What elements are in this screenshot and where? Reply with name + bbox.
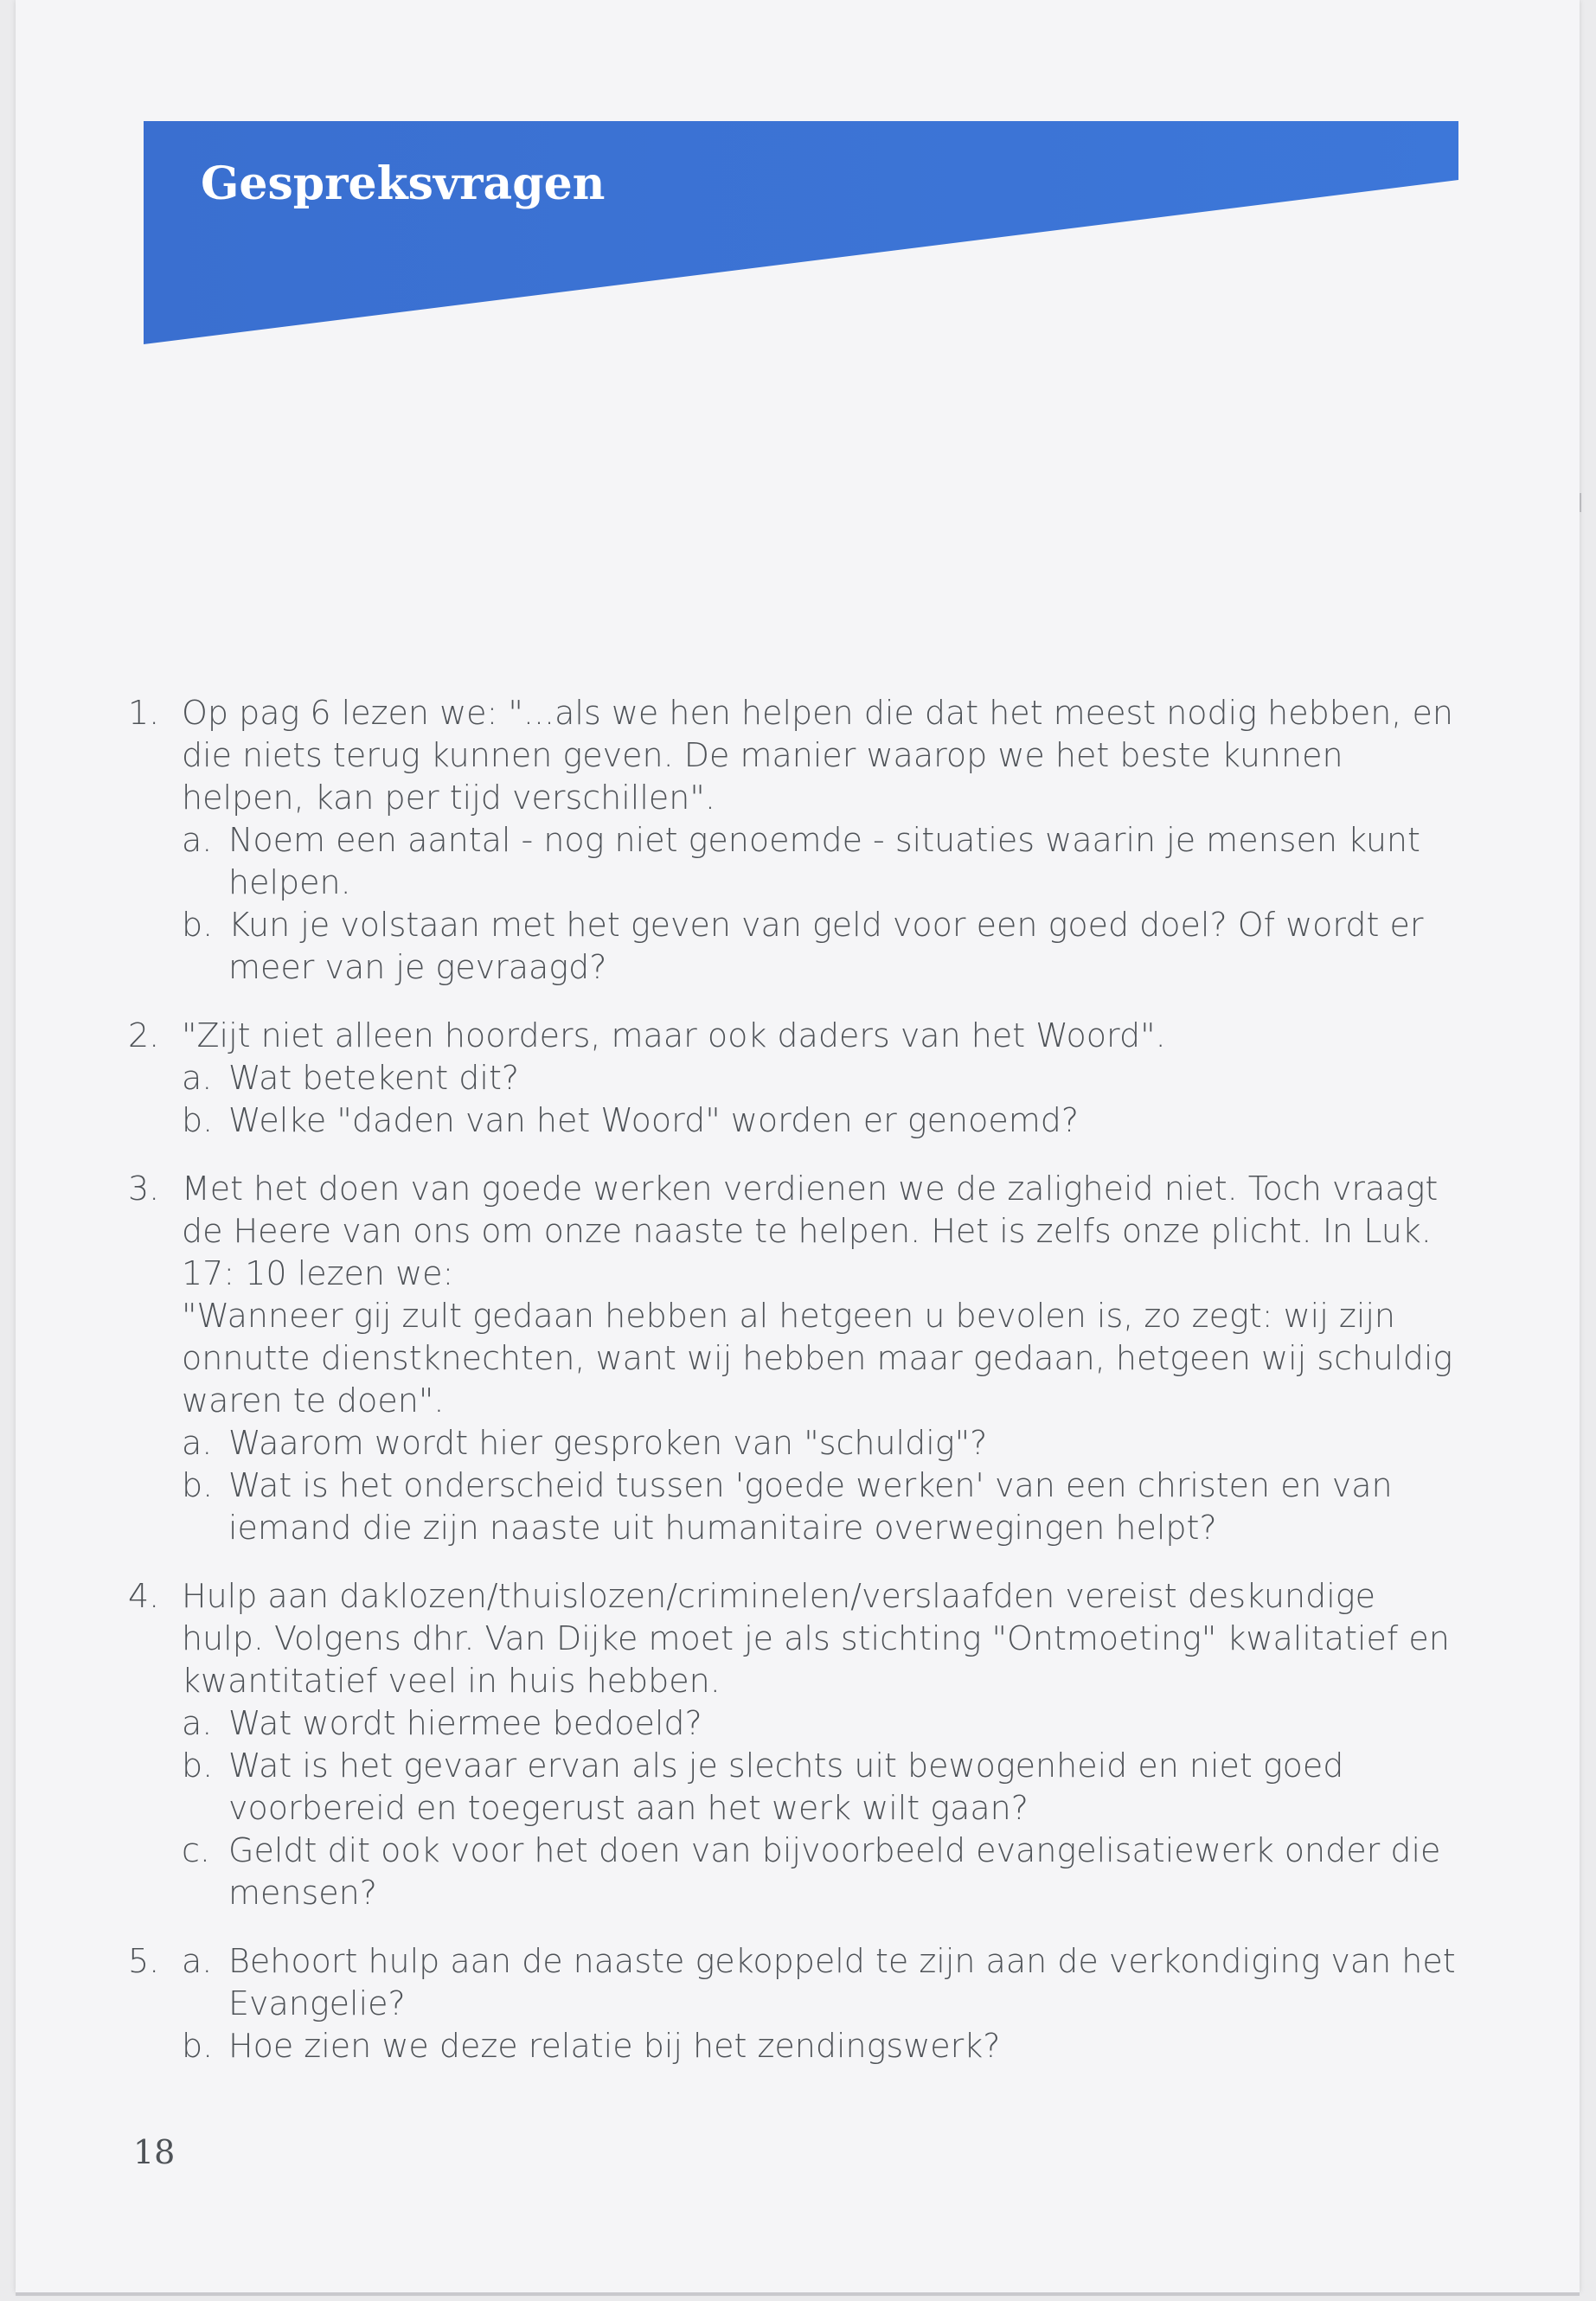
sub-letter: a.: [182, 1704, 213, 1742]
page-title: Gespreksvragen: [201, 157, 606, 210]
question-3: [128, 1168, 1460, 1549]
question-text: "Zijt niet alleen hoorders, maar ook daders van het Woord".: [182, 1016, 1166, 1054]
question-number: 5.: [128, 1942, 160, 1980]
sub-question: [182, 1465, 1460, 1549]
sub-text: Welke "daden van het Woord" worden er genoemd?: [228, 1101, 1080, 1139]
sub-question: [182, 1702, 1460, 1745]
sub-text: Waarom wordt hier gesproken van "schuldig"?: [228, 1424, 988, 1462]
page-number: 18: [133, 2133, 176, 2171]
sub-letter: b.: [182, 1101, 214, 1139]
sub-text: Noem een aantal - nog niet genoemde - situaties waarin je mensen kunt helpen.: [228, 821, 1420, 901]
sub-letter: b.: [182, 1747, 214, 1785]
sub-text: Wat is het onderscheid tussen 'goede werken' van een christen en van iemand die zijn naaste uit humanitaire overwegingen helpt?: [228, 1466, 1393, 1547]
sub-text: Geldt dit ook voor het doen van bijvoorbeeld evangelisatiewerk onder die mensen?: [228, 1831, 1441, 1912]
sub-question: [182, 1940, 1460, 2025]
page-edge-shadow: [16, 2292, 1580, 2296]
sub-text: Wat wordt hiermee bedoeld?: [228, 1704, 702, 1742]
sub-question: [182, 1099, 1460, 1142]
sub-letter: c.: [182, 1831, 210, 1869]
sub-question: [182, 819, 1460, 904]
question-text: Hulp aan daklozen/thuislozen/criminelen/verslaafden vereist deskundige hulp. Volgens dhr. Van Dijke moet je als stichting "Ontmoeting" kwalitatief en kwantitatief veel in huis hebben.: [182, 1577, 1450, 1700]
sub-question: [182, 2025, 1460, 2067]
sub-text: Behoort hulp aan de naaste gekoppeld te zijn aan de verkondiging van het Evangelie?: [228, 1942, 1456, 2022]
sub-text: Wat betekent dit?: [228, 1059, 520, 1097]
question-number: 1.: [128, 694, 160, 732]
sub-letter: a.: [182, 1059, 213, 1097]
page-edge-mark: [1580, 493, 1581, 512]
sub-letter: a.: [182, 821, 213, 859]
question-text: Met het doen van goede werken verdienen we de zaligheid niet. Toch vraagt de Heere van ons om onze naaste te helpen. Het is zelfs onze plicht. In Luk. 17: 10 lezen we:: [182, 1170, 1439, 1292]
sub-text: Wat is het gevaar ervan als je slechts uit bewogenheid en niet goed voorbereid en toegerust aan het werk wilt gaan?: [228, 1747, 1344, 1827]
sub-letter: b.: [182, 2027, 214, 2065]
question-number: 2.: [128, 1016, 160, 1054]
sub-question: [182, 1422, 1460, 1465]
question-1: [128, 692, 1460, 989]
questions-list: [128, 692, 1460, 2093]
sub-letter: a.: [182, 1942, 213, 1980]
question-number: 3.: [128, 1170, 160, 1208]
question-text: Op pag 6 lezen we: "...als we hen helpen die dat het meest nodig hebben, en die niets terug kunnen geven. De manier waarop we het beste kunnen helpen, kan per tijd verschillen".: [182, 694, 1453, 817]
question-2: [128, 1015, 1460, 1142]
sub-text: Hoe zien we deze relatie bij het zendingswerk?: [228, 2027, 1001, 2065]
header-banner: [144, 121, 1458, 346]
question-4: [128, 1575, 1460, 1914]
sub-letter: a.: [182, 1424, 213, 1462]
sub-question: [182, 1830, 1460, 1914]
sub-text: Kun je volstaan met het geven van geld voor een goed doel? Of wordt er meer van je gevraagd?: [228, 906, 1424, 986]
question-number: 4.: [128, 1577, 160, 1615]
banner-shape: [144, 121, 1458, 346]
sub-letter: b.: [182, 906, 214, 944]
sub-question: [182, 1057, 1460, 1099]
sub-question: [182, 1745, 1460, 1830]
question-5: [128, 1940, 1460, 2067]
scripture-quote: "Wanneer gij zult gedaan hebben al hetgeen u bevolen is, zo zegt: wij zijn onnutte dienstknechten, want wij hebben maar gedaan, hetgeen wij schuldig waren te doen".: [182, 1297, 1453, 1420]
sub-question: [182, 904, 1460, 989]
sub-letter: b.: [182, 1466, 214, 1504]
